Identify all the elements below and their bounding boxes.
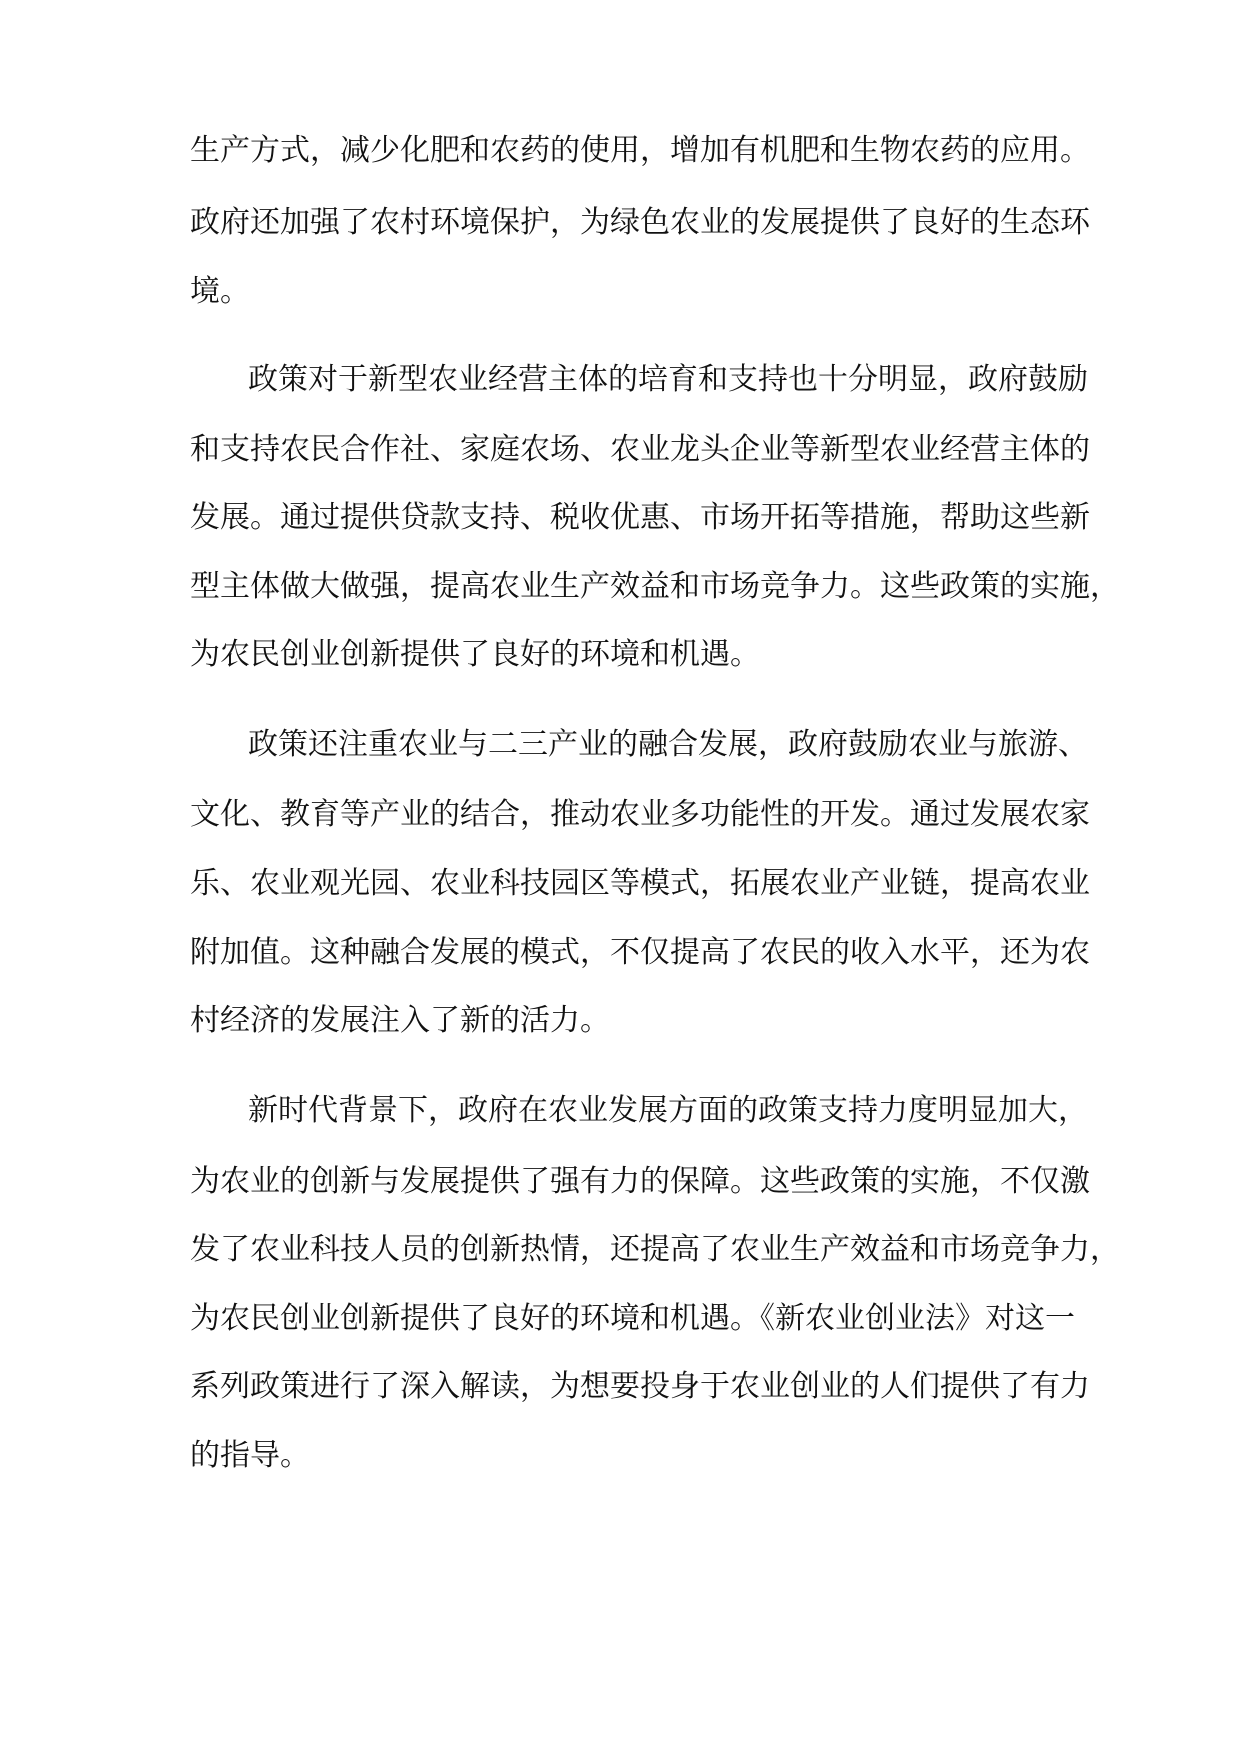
paragraph-first-line: 新时代背景下，政府在农业发展方面的政策支持力度明显加大，: [248, 1093, 1088, 1128]
text-line: 文化、教育等产业的结合，推动农业多功能性的开发。通过发展农家: [190, 797, 1090, 832]
text-line: 为农业的创新与发展提供了强有力的保障。这些政策的实施，不仅激: [190, 1164, 1090, 1199]
text-line: 境。: [190, 274, 250, 309]
text-line: 政府还加强了农村环境保护，为绿色农业的发展提供了良好的生态环: [190, 205, 1090, 240]
text-line: 为农民创业创新提供了良好的环境和机遇。: [190, 637, 760, 672]
paragraph-first-line: 政策对于新型农业经营主体的培育和支持也十分明显，政府鼓励: [248, 362, 1088, 397]
text-line: 生产方式，减少化肥和农药的使用，增加有机肥和生物农药的应用。: [190, 133, 1090, 168]
text-line: 系列政策进行了深入解读，为想要投身于农业创业的人们提供了有力: [190, 1369, 1090, 1404]
text-line: 发展。通过提供贷款支持、税收优惠、市场开拓等措施，帮助这些新: [190, 500, 1090, 535]
text-line: 附加值。这种融合发展的模式，不仅提高了农民的收入水平，还为农: [190, 935, 1090, 970]
paragraph-first-line: 政策还注重农业与二三产业的融合发展，政府鼓励农业与旅游、: [248, 727, 1088, 762]
text-line: 的指导。: [190, 1438, 310, 1473]
text-line: 型主体做大做强，提高农业生产效益和市场竞争力。这些政策的实施，: [190, 569, 1120, 604]
text-line: 村经济的发展注入了新的活力。: [190, 1003, 610, 1038]
text-line: 和支持农民合作社、家庭农场、农业龙头企业等新型农业经营主体的: [190, 432, 1090, 467]
text-line: 为农民创业创新提供了良好的环境和机遇。《新农业创业法》对这一: [190, 1301, 1075, 1336]
text-line: 发了农业科技人员的创新热情，还提高了农业生产效益和市场竞争力，: [190, 1232, 1120, 1267]
text-line: 乐、农业观光园、农业科技园区等模式，拓展农业产业链，提高农业: [190, 866, 1090, 901]
